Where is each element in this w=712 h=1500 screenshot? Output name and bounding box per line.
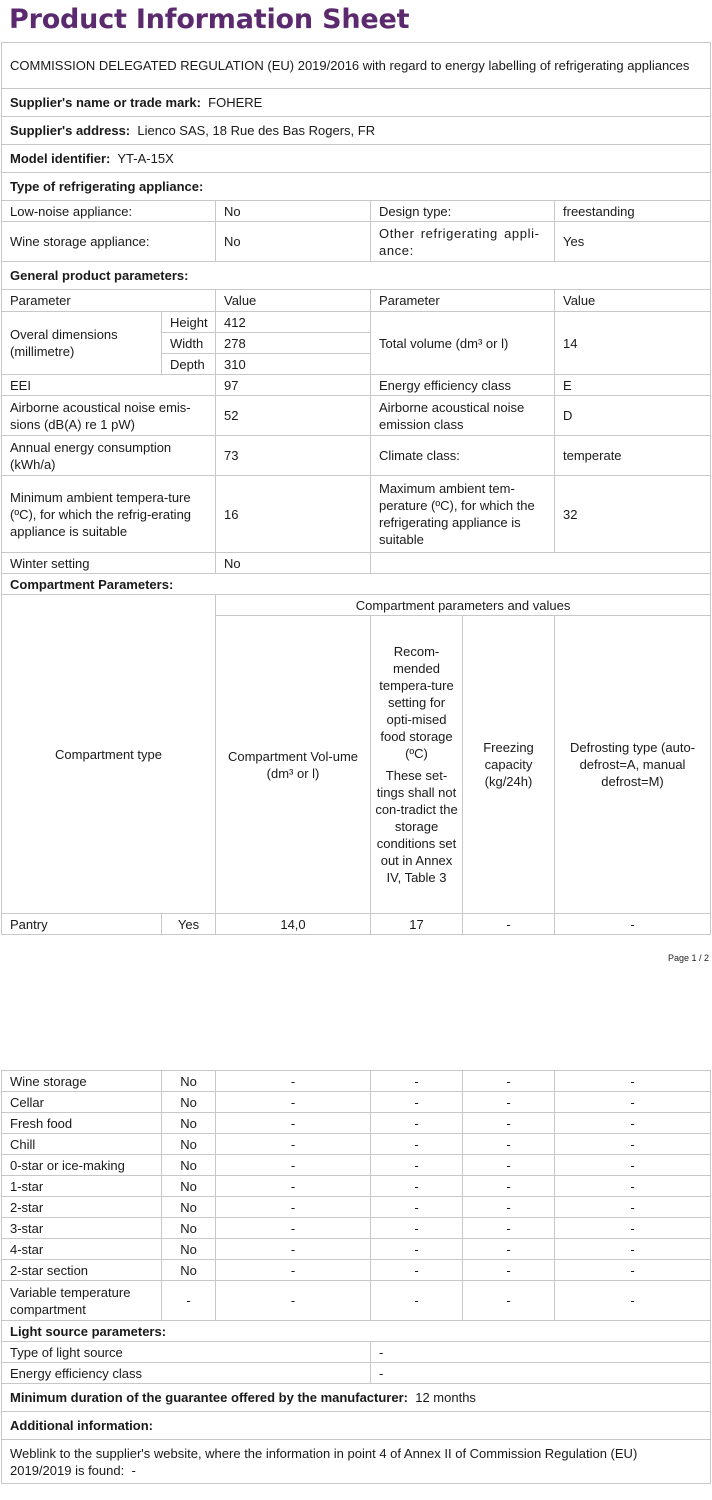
depth-label: Depth: [162, 354, 216, 375]
light-heading: Light source parameters:: [2, 1321, 711, 1342]
max-temp-value: 32: [555, 476, 711, 553]
max-temp-label: Maximum ambient tem-perature (ºC), for which the refrigerating appliance is suitable: [371, 476, 555, 553]
col-compartment-type: Compartment type: [2, 595, 216, 914]
regulation-text: COMMISSION DELEGATED REGULATION (EU) 2019/2016 with regard to energy labelling of refrigerating appliances: [2, 43, 711, 89]
compartment-name: 2-star section: [2, 1260, 162, 1281]
compartment-defrost: -: [555, 1197, 711, 1218]
noise-class-value: D: [555, 396, 711, 436]
table-row: [2, 1281, 711, 1321]
energy-class-label: Energy efficiency class: [371, 375, 555, 396]
winter-setting-label: Winter setting: [2, 553, 216, 574]
compartment-freezing: -: [463, 1092, 555, 1113]
compartment-temp: -: [371, 1092, 463, 1113]
compartment-defrost: -: [555, 1281, 711, 1321]
compartment-temp: -: [371, 1113, 463, 1134]
compartment-name: 3-star: [2, 1218, 162, 1239]
weblink-value: -: [131, 1462, 136, 1478]
product-table-page-2: [1, 1070, 711, 1484]
compartment-temp: -: [371, 1134, 463, 1155]
supplier-name-row: [2, 89, 711, 117]
design-type-label: Design type:: [371, 201, 555, 222]
supplier-address-label: Supplier's address:: [10, 123, 131, 138]
compartment-freezing: -: [463, 1197, 555, 1218]
compartment-freezing: -: [463, 1134, 555, 1155]
model-label: Model identifier:: [10, 151, 111, 166]
supplier-address-value: Lienco SAS, 18 Rue des Bas Rogers, FR: [137, 123, 376, 138]
compartment-present: No: [162, 1218, 216, 1239]
compartment-present: Yes: [162, 914, 216, 935]
compartment-temp: 17: [371, 914, 463, 935]
min-temp-label: Minimum ambient tempera-ture (ºC), for which the refrig-erating appliance is suitable: [2, 476, 216, 553]
compartment-freezing: -: [463, 1155, 555, 1176]
supplier-address-row: [2, 117, 711, 145]
annual-consumption-value: 73: [216, 436, 371, 476]
annual-consumption-label: Annual energy consumption (kWh/a): [2, 436, 216, 476]
wine-storage-value: No: [216, 222, 371, 262]
guarantee-label: Minimum duration of the guarantee offered by the manufacturer:: [10, 1390, 408, 1405]
compartment-temp: -: [371, 1071, 463, 1092]
compartment-present: No: [162, 1197, 216, 1218]
width-value: 278: [216, 333, 371, 354]
compartment-present: -: [162, 1281, 216, 1321]
compartment-heading: Compartment Parameters:: [2, 574, 711, 595]
compartment-temp: -: [371, 1218, 463, 1239]
compartment-name: 1-star: [2, 1176, 162, 1197]
weblink-text: Weblink to the supplier's website, where the information in point 4 of Annex II of Commission Regulation (EU) 2019/2019 is found:: [10, 1445, 638, 1478]
compartment-present: No: [162, 1239, 216, 1260]
compartment-temp: -: [371, 1197, 463, 1218]
compartment-volume: -: [216, 1071, 371, 1092]
eei-value: 97: [216, 375, 371, 396]
compartment-name: Cellar: [2, 1092, 162, 1113]
total-volume-label: Total volume (dm³ or l): [371, 312, 555, 375]
page-title: Product Information Sheet: [9, 4, 410, 35]
compartment-present: No: [162, 1155, 216, 1176]
col-parameter-2: Parameter: [371, 290, 555, 312]
supplier-name-label: Supplier's name or trade mark:: [10, 95, 201, 110]
guarantee-row: [2, 1384, 711, 1412]
eei-label: EEI: [2, 375, 216, 396]
type-heading: Type of refrigerating appliance:: [2, 173, 711, 201]
winter-setting-empty: [371, 553, 711, 574]
general-heading: General product parameters:: [2, 262, 711, 290]
compartment-freezing: -: [463, 914, 555, 935]
table-row: [2, 1155, 711, 1176]
weblink-row: [2, 1440, 711, 1484]
light-eclass-value: -: [371, 1363, 711, 1384]
col-value-1: Value: [216, 290, 371, 312]
col-compartment-volume: Compartment Vol-ume (dm³ or l): [216, 616, 371, 914]
height-label: Height: [162, 312, 216, 333]
col-freezing-capacity: Freezing capacity (kg/24h): [463, 616, 555, 914]
compartment-defrost: -: [555, 1092, 711, 1113]
depth-value: 310: [216, 354, 371, 375]
compartment-temp: -: [371, 1155, 463, 1176]
compartment-name: Pantry: [2, 914, 162, 935]
winter-setting-value: No: [216, 553, 371, 574]
compartment-present: No: [162, 1134, 216, 1155]
height-value: 412: [216, 312, 371, 333]
compartment-name: 0-star or ice-making: [2, 1155, 162, 1176]
compartment-present: No: [162, 1260, 216, 1281]
compartment-volume: -: [216, 1281, 371, 1321]
light-type-value: -: [371, 1342, 711, 1363]
table-row: [2, 1197, 711, 1218]
compartment-volume: -: [216, 1239, 371, 1260]
compartment-freezing: -: [463, 1176, 555, 1197]
compartment-volume: -: [216, 1176, 371, 1197]
compartment-volume: -: [216, 1260, 371, 1281]
compartment-name: 2-star: [2, 1197, 162, 1218]
compartment-volume: -: [216, 1197, 371, 1218]
climate-class-label: Climate class:: [371, 436, 555, 476]
compartment-freezing: -: [463, 1260, 555, 1281]
climate-class-value: temperate: [555, 436, 711, 476]
noise-emission-value: 52: [216, 396, 371, 436]
compartment-temp: -: [371, 1239, 463, 1260]
table-row: [2, 1113, 711, 1134]
compartment-volume: -: [216, 1155, 371, 1176]
col-value-2: Value: [555, 290, 711, 312]
compartment-defrost: -: [555, 1176, 711, 1197]
table-row: [2, 1092, 711, 1113]
compartment-volume: -: [216, 1134, 371, 1155]
compartment-defrost: -: [555, 1218, 711, 1239]
noise-emission-label: Airborne acoustical noise emis-sions (dB(A) re 1 pW): [2, 396, 216, 436]
table-row: [2, 914, 711, 935]
design-type-value: freestanding: [555, 201, 711, 222]
wine-storage-label: Wine storage appliance:: [2, 222, 216, 262]
col-parameter-1: Parameter: [2, 290, 216, 312]
compartment-volume: 14,0: [216, 914, 371, 935]
col-recommended-temp: [371, 616, 463, 914]
compartment-present: No: [162, 1176, 216, 1197]
compartment-temp: -: [371, 1260, 463, 1281]
low-noise-value: No: [216, 201, 371, 222]
compartment-freezing: -: [463, 1239, 555, 1260]
width-label: Width: [162, 333, 216, 354]
light-eclass-label: Energy efficiency class: [2, 1363, 371, 1384]
low-noise-label: Low-noise appliance:: [2, 201, 216, 222]
col-temp-main: Recom-mended tempera-ture setting for opti-mised food storage (ºC): [379, 644, 454, 761]
compartment-freezing: -: [463, 1218, 555, 1239]
table-row: [2, 1071, 711, 1092]
compartment-defrost: -: [555, 1134, 711, 1155]
page-number: Page 1 / 2: [667, 953, 709, 963]
total-volume-value: 14: [555, 312, 711, 375]
guarantee-value: 12 months: [415, 1390, 476, 1405]
compartment-freezing: -: [463, 1113, 555, 1134]
compartment-present: No: [162, 1071, 216, 1092]
energy-class-value: E: [555, 375, 711, 396]
col-temp-note: These set-tings shall not con-tradict the storage conditions set out in Annex IV, Table 3: [375, 768, 458, 885]
compartment-defrost: -: [555, 1071, 711, 1092]
other-appliance-value: Yes: [555, 222, 711, 262]
compartment-freezing: -: [463, 1281, 555, 1321]
compartment-defrost: -: [555, 1239, 711, 1260]
table-row: [2, 1260, 711, 1281]
supplier-name-value: FOHERE: [208, 95, 263, 110]
compartment-temp: -: [371, 1281, 463, 1321]
compartment-name: 4-star: [2, 1239, 162, 1260]
compartment-volume: -: [216, 1092, 371, 1113]
noise-class-label: Airborne acoustical noise emission class: [371, 396, 555, 436]
other-appliance-label: Other refrigerating appli-ance:: [371, 222, 555, 262]
compartment-temp: -: [371, 1176, 463, 1197]
compartment-volume: -: [216, 1218, 371, 1239]
compartment-group-header: Compartment parameters and values: [216, 595, 711, 616]
light-type-label: Type of light source: [2, 1342, 371, 1363]
compartment-defrost: -: [555, 1155, 711, 1176]
dimensions-label: Overal dimensions (millimetre): [2, 312, 162, 375]
table-row: [2, 1176, 711, 1197]
table-row: [2, 1218, 711, 1239]
product-table-page-1: [1, 42, 711, 935]
compartment-present: No: [162, 1113, 216, 1134]
compartment-defrost: -: [555, 1113, 711, 1134]
compartment-volume: -: [216, 1113, 371, 1134]
model-row: [2, 145, 711, 173]
col-defrosting-type: Defrosting type (auto-defrost=A, manual defrost=M): [555, 616, 711, 914]
compartment-defrost: -: [555, 1260, 711, 1281]
compartment-name: Variable temperature compartment: [2, 1281, 162, 1321]
additional-heading: Additional information:: [2, 1412, 711, 1440]
compartment-name: Wine storage: [2, 1071, 162, 1092]
table-row: [2, 1239, 711, 1260]
compartment-defrost: -: [555, 914, 711, 935]
compartment-name: Fresh food: [2, 1113, 162, 1134]
table-row: [2, 1134, 711, 1155]
min-temp-value: 16: [216, 476, 371, 553]
compartment-present: No: [162, 1092, 216, 1113]
compartment-name: Chill: [2, 1134, 162, 1155]
model-value: YT-A-15X: [117, 151, 174, 166]
compartment-freezing: -: [463, 1071, 555, 1092]
